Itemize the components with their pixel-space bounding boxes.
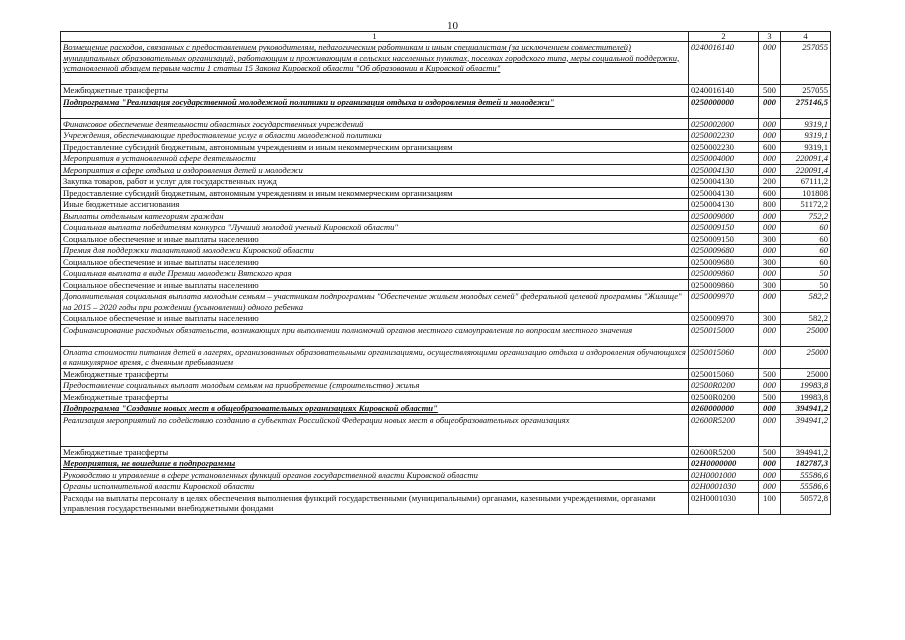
row-code: 0250004130 — [689, 164, 759, 176]
table-row — [61, 118, 831, 130]
row-name: Предоставление субсидий бюджетным, автономным учреждениям и иным некоммерческим организациям — [61, 187, 689, 199]
column-header-vr: 3 — [759, 32, 781, 42]
row-amount: 67111,2 — [781, 176, 831, 188]
table-row — [61, 164, 831, 176]
row-code: 0250009970 — [689, 313, 759, 325]
row-name: Социальное обеспечение и иные выплаты населению — [61, 233, 689, 245]
page-number: 10 — [447, 20, 458, 32]
table-row — [61, 414, 831, 446]
table-row — [61, 458, 831, 470]
row-name: Социальное обеспечение и иные выплаты населению — [61, 256, 689, 268]
row-amount: 394941,2 — [781, 446, 831, 458]
row-name: Социальное обеспечение и иные выплаты населению — [61, 313, 689, 325]
row-vr: 000 — [759, 118, 781, 130]
row-code: 0250009860 — [689, 268, 759, 280]
row-code: 02Н0001030 — [689, 492, 759, 514]
row-code: 0240016140 — [689, 42, 759, 85]
table-row — [61, 85, 831, 97]
row-code: 0250000000 — [689, 96, 759, 118]
row-amount: 582,2 — [781, 313, 831, 325]
row-vr: 800 — [759, 199, 781, 211]
row-code: 02Н0001000 — [689, 469, 759, 481]
row-vr: 000 — [759, 222, 781, 234]
row-vr: 000 — [759, 469, 781, 481]
row-code: 0240016140 — [689, 85, 759, 97]
table-row — [61, 210, 831, 222]
row-amount: 582,2 — [781, 291, 831, 313]
column-header-amount: 4 — [781, 32, 831, 42]
row-vr: 000 — [759, 42, 781, 85]
row-vr: 000 — [759, 130, 781, 142]
row-name: Возмещение расходов, связанных с предоставлением руководителям, педагогическим работникам и иным специалистам (за исключением совместителей) муниципальных образовательных организаций, работающим и проживающим в сельских населенных пунктах, поселках городского типа, меры социальной поддержки, установленной абзацем первым части 1 статьи 15 Закона Кировской области "Об образовании в Кировской области" — [61, 42, 689, 85]
row-name: Выплаты отдельным категориям граждан — [61, 210, 689, 222]
row-code: 0250002230 — [689, 130, 759, 142]
row-vr: 300 — [759, 256, 781, 268]
row-code: 0250004130 — [689, 199, 759, 211]
row-vr: 500 — [759, 391, 781, 403]
row-name: Мероприятия в сфере отдыха и оздоровления детей и молодежи — [61, 164, 689, 176]
row-vr: 600 — [759, 141, 781, 153]
budget-table — [60, 31, 831, 515]
row-amount: 394941,2 — [781, 414, 831, 446]
row-name: Подпрограмма "Создание новых мест в общеобразовательных организациях Кировской области" — [61, 403, 689, 415]
row-amount: 25000 — [781, 324, 831, 346]
column-header-name: 1 — [61, 32, 689, 42]
table-row — [61, 403, 831, 415]
table-row — [61, 313, 831, 325]
row-vr: 000 — [759, 324, 781, 346]
row-code: 0250015060 — [689, 368, 759, 380]
table-row — [61, 268, 831, 280]
table-row — [61, 346, 831, 368]
row-vr: 300 — [759, 233, 781, 245]
row-name: Мероприятия в установленной сфере деятельности — [61, 153, 689, 165]
table-row — [61, 291, 831, 313]
row-code: 0250002230 — [689, 141, 759, 153]
row-amount: 50 — [781, 279, 831, 291]
table-row — [61, 446, 831, 458]
row-name: Межбюджетные трансферты — [61, 391, 689, 403]
table-row — [61, 141, 831, 153]
row-vr: 600 — [759, 187, 781, 199]
row-vr: 000 — [759, 403, 781, 415]
row-amount: 182787,3 — [781, 458, 831, 470]
row-name: Дополнительная социальная выплата молодым семьям – участникам подпрограммы "Обеспечение жильем молодых семей" федеральной целевой программы "Жилище" на 2015 – 2020 годы при рождении (усыновлении) одного ребенка — [61, 291, 689, 313]
row-name: Иные бюджетные ассигнования — [61, 199, 689, 211]
row-code: 02600R5200 — [689, 414, 759, 446]
table-row — [61, 469, 831, 481]
row-code: 0250009680 — [689, 256, 759, 268]
row-amount: 220091,4 — [781, 153, 831, 165]
row-amount: 25000 — [781, 346, 831, 368]
row-vr: 500 — [759, 446, 781, 458]
row-name: Оплата стоимости питания детей в лагерях, организованных образовательными организациями, осуществляющими организацию отдыха и оздоровления обучающихся в каникулярное время, с дневным пребыванием — [61, 346, 689, 368]
row-amount: 51172,2 — [781, 199, 831, 211]
row-code: 02Н0001030 — [689, 481, 759, 493]
row-amount: 9319,1 — [781, 118, 831, 130]
table-row — [61, 176, 831, 188]
row-vr: 000 — [759, 96, 781, 118]
table-row — [61, 187, 831, 199]
row-amount: 60 — [781, 245, 831, 257]
row-vr: 000 — [759, 481, 781, 493]
row-name: Премия для поддержки талантливой молодежи Кировской области — [61, 245, 689, 257]
row-name: Подпрограмма "Реализация государственной молодежной политики и организация отдыха и оздоровления детей и молодежи" — [61, 96, 689, 118]
table-row — [61, 324, 831, 346]
row-code: 0250004130 — [689, 176, 759, 188]
row-name: Социальное обеспечение и иные выплаты населению — [61, 279, 689, 291]
row-amount: 9319,1 — [781, 141, 831, 153]
table-row — [61, 96, 831, 118]
row-code: 02500R0200 — [689, 380, 759, 392]
row-code: 0250009150 — [689, 233, 759, 245]
row-name: Предоставление социальных выплат молодым семьям на приобретение (строительство) жилья — [61, 380, 689, 392]
row-amount: 257055 — [781, 85, 831, 97]
table-row — [61, 391, 831, 403]
row-code: 0250015000 — [689, 324, 759, 346]
table-body — [61, 42, 831, 515]
row-name: Закупка товаров, работ и услуг для государственных нужд — [61, 176, 689, 188]
row-vr: 300 — [759, 313, 781, 325]
row-amount: 60 — [781, 222, 831, 234]
row-vr: 500 — [759, 85, 781, 97]
row-amount: 60 — [781, 233, 831, 245]
row-vr: 000 — [759, 458, 781, 470]
row-vr: 100 — [759, 492, 781, 514]
row-name: Межбюджетные трансферты — [61, 85, 689, 97]
row-vr: 000 — [759, 153, 781, 165]
row-vr: 000 — [759, 210, 781, 222]
row-vr: 000 — [759, 268, 781, 280]
row-code: 0250009970 — [689, 291, 759, 313]
row-amount: 257055 — [781, 42, 831, 85]
row-amount: 55586,6 — [781, 481, 831, 493]
table-row — [61, 256, 831, 268]
row-name: Финансовое обеспечение деятельности областных государственных учреждений — [61, 118, 689, 130]
table-header-row — [61, 32, 831, 42]
row-amount: 50 — [781, 268, 831, 280]
table-row — [61, 199, 831, 211]
table-row — [61, 233, 831, 245]
column-header-code: 2 — [689, 32, 759, 42]
row-name: Предоставление субсидий бюджетным, автономным учреждениям и иным некоммерческим организациям — [61, 141, 689, 153]
row-name: Расходы на выплаты персоналу в целях обеспечения выполнения функций государственными (муниципальными) органами, казенными учреждениями, органами управления государственными внебюджетными фондами — [61, 492, 689, 514]
table-row — [61, 245, 831, 257]
row-amount: 394941,2 — [781, 403, 831, 415]
row-amount: 220091,4 — [781, 164, 831, 176]
table-row — [61, 130, 831, 142]
row-name: Руководство и управление в сфере установленных функций органов государственной власти Кировской области — [61, 469, 689, 481]
row-name: Учреждения, обеспечивающие предоставление услуг в области молодежной политики — [61, 130, 689, 142]
row-code: 02600R5200 — [689, 446, 759, 458]
row-amount: 275146,5 — [781, 96, 831, 118]
row-vr: 300 — [759, 279, 781, 291]
row-name: Социальная выплата в виде Премии молодежи Вятского края — [61, 268, 689, 280]
row-amount: 19983,8 — [781, 391, 831, 403]
row-name: Межбюджетные трансферты — [61, 446, 689, 458]
row-vr: 000 — [759, 245, 781, 257]
row-code: 0250009860 — [689, 279, 759, 291]
row-code: 02Н0000000 — [689, 458, 759, 470]
row-amount: 55586,6 — [781, 469, 831, 481]
row-code: 0250004130 — [689, 187, 759, 199]
row-vr: 000 — [759, 346, 781, 368]
table-row — [61, 279, 831, 291]
table-row — [61, 368, 831, 380]
row-vr: 000 — [759, 414, 781, 446]
row-amount: 25000 — [781, 368, 831, 380]
row-name: Органы исполнительной власти Кировской области — [61, 481, 689, 493]
row-name: Социальная выплата победителям конкурса "Лучший молодой ученый Кировской области" — [61, 222, 689, 234]
row-code: 0250004000 — [689, 153, 759, 165]
row-code: 02500R0200 — [689, 391, 759, 403]
row-name: Софинансирование расходных обязательств, возникающих при выполнении полномочий органов местного самоуправления по вопросам местного значения — [61, 324, 689, 346]
row-vr: 200 — [759, 176, 781, 188]
row-amount: 19983,8 — [781, 380, 831, 392]
row-code: 0260000000 — [689, 403, 759, 415]
row-amount: 752,2 — [781, 210, 831, 222]
table-row — [61, 492, 831, 514]
row-code: 0250015060 — [689, 346, 759, 368]
table-row — [61, 481, 831, 493]
row-name: Межбюджетные трансферты — [61, 368, 689, 380]
row-amount: 50572,8 — [781, 492, 831, 514]
row-name: Реализация мероприятий по содействию созданию в субъектах Российской Федерации новых мест в общеобразовательных организациях — [61, 414, 689, 446]
row-amount: 60 — [781, 256, 831, 268]
table-row — [61, 380, 831, 392]
row-name: Мероприятия, не вошедшие в подпрограммы — [61, 458, 689, 470]
row-amount: 101808 — [781, 187, 831, 199]
table-row — [61, 42, 831, 85]
row-code: 0250009680 — [689, 245, 759, 257]
table-row — [61, 153, 831, 165]
row-vr: 000 — [759, 164, 781, 176]
row-code: 0250002000 — [689, 118, 759, 130]
table-row — [61, 222, 831, 234]
row-amount: 9319,1 — [781, 130, 831, 142]
row-vr: 000 — [759, 380, 781, 392]
row-vr: 000 — [759, 291, 781, 313]
row-vr: 500 — [759, 368, 781, 380]
row-code: 0250009150 — [689, 222, 759, 234]
row-code: 0250009000 — [689, 210, 759, 222]
